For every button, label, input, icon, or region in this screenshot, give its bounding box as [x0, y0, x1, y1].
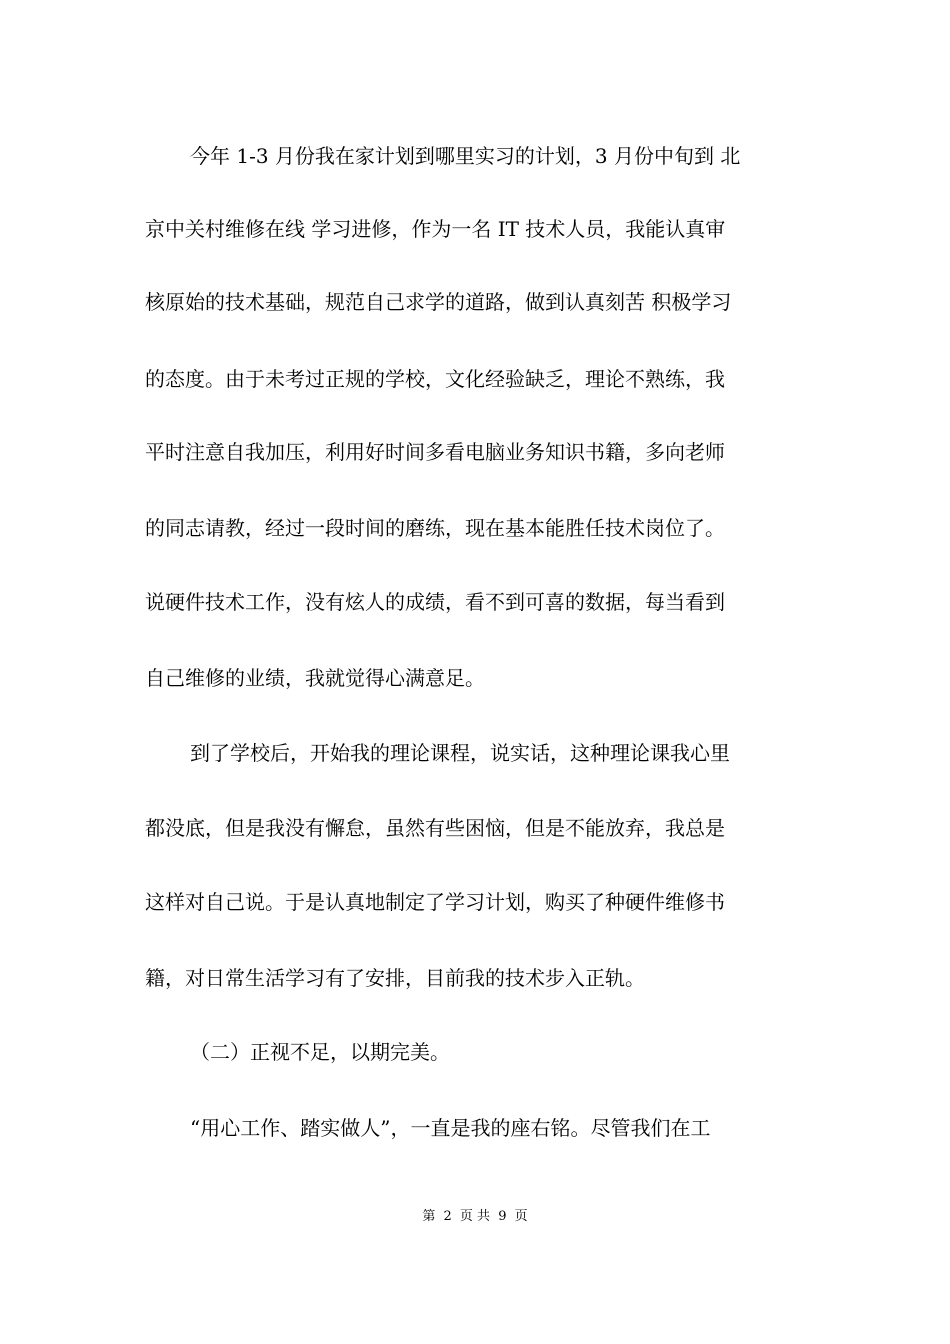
text-line-7: 说硬件技术工作，没有炫人的成绩，看不到可喜的数据，每当看到: [145, 590, 725, 614]
text-line-11: 这样对自己说。于是认真地制定了学习计划，购买了种硬件维修书: [145, 890, 725, 914]
text-line-12: 籍，对日常生活学习有了安排，目前我的技术步入正轨。: [145, 966, 645, 990]
page-footer: [0, 1208, 950, 1226]
text-line-3: 核原始的技术基础，规范自己求学的道路，做到认真刻苦 积极学习: [145, 290, 732, 314]
text-line-1: 今年 1-3 月份我在家计划到哪里实习的计划，3 月份中旬到 北: [190, 144, 741, 168]
footer-page-number: 2: [443, 1209, 452, 1224]
text-line-14: “用心工作、踏实做人”，一直是我的座右铭。尽管我们在工: [190, 1116, 711, 1140]
text-line-6: 的同志请教，经过一段时间的磨练，现在基本能胜任技术岗位了。: [145, 516, 725, 540]
footer-total-pages: 9: [498, 1209, 507, 1224]
footer-prefix: 第: [422, 1209, 436, 1224]
text-line-2: 京中关村维修在线 学习进修，作为一名 IT 技术人员，我能认真审: [145, 217, 726, 241]
text-line-5: 平时注意自我加压，利用好时间多看电脑业务知识书籍，多向老师: [145, 440, 725, 464]
text-line-8: 自己维修的业绩，我就觉得心满意足。: [145, 666, 485, 690]
section-heading: （二）正视不足，以期完美。: [190, 1040, 450, 1064]
footer-middle: 页 共: [459, 1209, 491, 1224]
text-line-10: 都没底，但是我没有懈怠，虽然有些困恼，但是不能放弃，我总是: [145, 816, 725, 840]
text-line-4: 的态度。由于未考过正规的学校，文化经验缺乏，理论不熟练，我: [145, 367, 725, 391]
footer-suffix: 页: [514, 1209, 528, 1224]
text-line-9: 到了学校后，开始我的理论课程，说实话，这种理论课我心里: [190, 741, 730, 765]
